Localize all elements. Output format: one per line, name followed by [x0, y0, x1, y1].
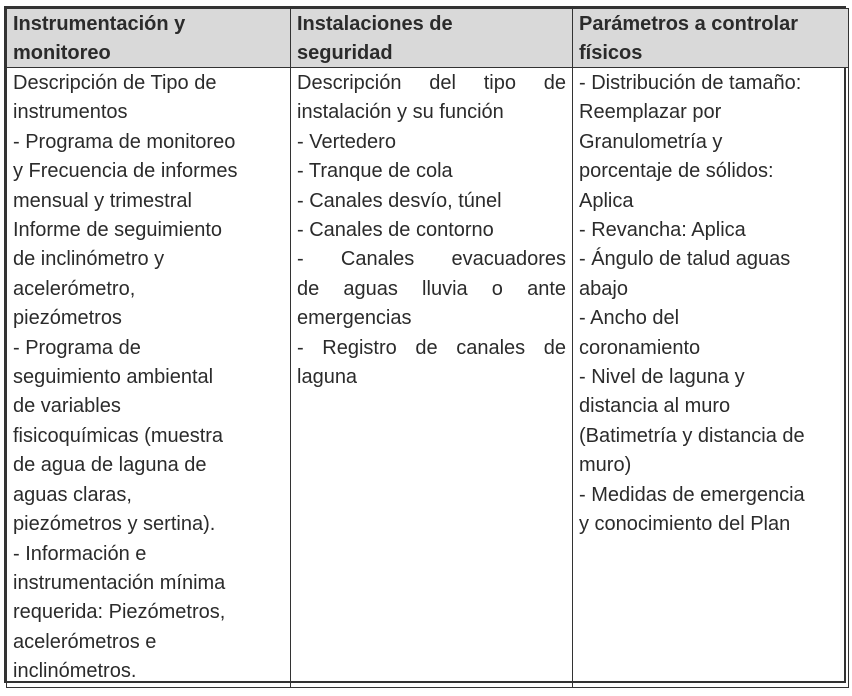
cell-text-line: - Canales de contorno — [297, 219, 494, 242]
cell-text-line: requerida: Piezómetros, — [13, 601, 226, 624]
header-line: físicos — [579, 42, 643, 64]
cell-text-line: - Tranque de cola — [297, 160, 453, 183]
cell-text-line: de agua de laguna de — [13, 454, 207, 477]
header-safety — [291, 9, 573, 68]
cell-text-line: Descripción de Tipo de — [13, 72, 217, 94]
cell-text-line: - Medidas de emergencia — [579, 483, 805, 506]
header-line: Instalaciones de — [297, 13, 453, 35]
cell-instrumentation — [7, 68, 291, 688]
cell-text-line: distancia al muro — [579, 395, 731, 418]
cell-text-line: y conocimiento del Plan — [579, 513, 791, 536]
cell-text-line: de variables — [13, 395, 121, 418]
table — [6, 8, 849, 688]
cell-text-line: - Registro de canales de — [297, 336, 566, 359]
cell-text-line: - Programa de monitoreo — [13, 130, 236, 153]
requirements-table — [4, 6, 846, 683]
cell-text-line: instrumentos — [13, 101, 128, 124]
cell-text-line: Aplica — [579, 189, 634, 212]
header-instrumentation — [7, 9, 291, 68]
header-row — [7, 9, 849, 68]
cell-text-line: - Distribución de tamaño: — [579, 72, 802, 94]
cell-text-line: - Ángulo de talud aguas — [579, 248, 791, 271]
cell-text-line: aguas claras, — [13, 483, 132, 506]
cell-text-line: de aguas lluvia o ante — [297, 277, 566, 300]
cell-safety — [291, 68, 573, 688]
cell-text-line: - Revancha: Aplica — [579, 219, 746, 242]
cell-text-line: laguna — [297, 366, 358, 389]
header-line: seguridad — [297, 42, 393, 64]
cell-text-line: muro) — [579, 454, 632, 477]
header-line: monitoreo — [13, 42, 111, 64]
cell-text-line: piezómetros — [13, 307, 122, 330]
cell-text-line: coronamiento — [579, 336, 701, 359]
cell-text-line: - Canales desvío, túnel — [297, 189, 502, 212]
cell-text-line: instalación y su función — [297, 101, 504, 124]
cell-text-line: - Vertedero — [297, 130, 396, 153]
cell-text-line: fisicoquímicas (muestra — [13, 424, 224, 447]
cell-text-line: instrumentación mínima — [13, 571, 226, 594]
cell-text-line: Descripción del tipo de — [297, 72, 566, 94]
cell-text-line: y Frecuencia de informes — [13, 160, 238, 183]
cell-text-line: - Canales evacuadores — [297, 248, 566, 271]
cell-text-line: - Nivel de laguna y — [579, 366, 745, 389]
cell-text-line: - Información e — [13, 542, 147, 565]
cell-text-line: de inclinómetro y — [13, 248, 165, 271]
cell-text-line: acelerómetro, — [13, 277, 136, 300]
cell-text-line: emergencias — [297, 307, 412, 330]
cell-text-line: acelerómetros e — [13, 630, 157, 653]
cell-text-line: - Ancho del — [579, 307, 680, 330]
cell-text-line: seguimiento ambiental — [13, 366, 214, 389]
header-parameters — [573, 9, 849, 68]
content-row — [7, 68, 849, 688]
cell-text-line: mensual y trimestral — [13, 189, 192, 212]
cell-text-line: abajo — [579, 277, 628, 300]
cell-parameters — [573, 68, 849, 688]
header-line: Instrumentación y — [13, 13, 186, 35]
cell-text-line: - Programa de — [13, 336, 141, 359]
cell-text-line: Informe de seguimiento — [13, 219, 223, 242]
cell-text-line: Reemplazar por — [579, 101, 722, 124]
cell-text-line: Granulometría y — [579, 130, 723, 153]
header-line: Parámetros a controlar — [579, 13, 798, 35]
cell-text-line: porcentaje de sólidos: — [579, 160, 774, 183]
cell-text-line: (Batimetría y distancia de — [579, 424, 805, 447]
cell-text-line: piezómetros y sertina). — [13, 513, 216, 536]
cell-text-line: inclinómetros. — [13, 660, 137, 683]
